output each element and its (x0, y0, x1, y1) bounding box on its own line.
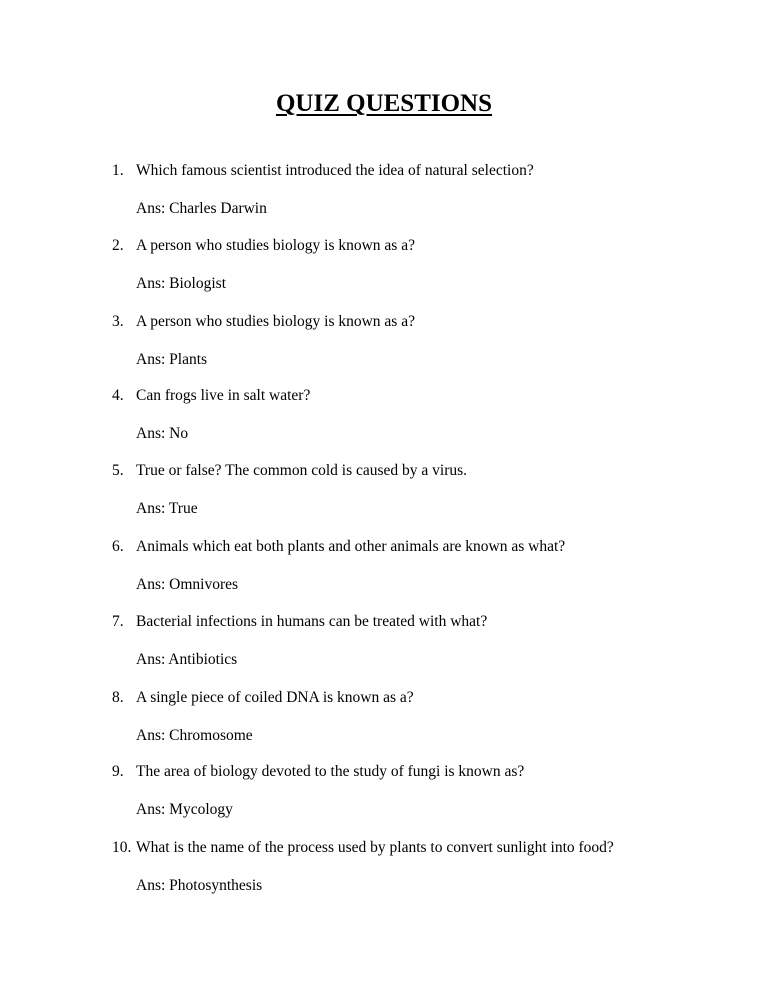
question-number: 7. (112, 613, 124, 630)
question-number: 3. (112, 313, 124, 330)
answer: Ans: Chromosome (136, 727, 253, 744)
question (112, 312, 415, 332)
question (112, 612, 487, 632)
question-text: What is the name of the process used by plants to convert sunlight into food? (136, 839, 614, 856)
question-number: 8. (112, 689, 124, 706)
question (112, 386, 310, 406)
answer: Ans: Antibiotics (136, 651, 238, 668)
question (112, 461, 467, 481)
question-text: Which famous scientist introduced the idea of natural selection? (136, 162, 534, 179)
answer: Ans: Plants (136, 351, 208, 368)
question (112, 838, 614, 858)
question-number: 2. (112, 237, 124, 254)
answer: Ans: Photosynthesis (136, 877, 263, 894)
question (112, 762, 524, 782)
question (112, 688, 414, 708)
question-text: Animals which eat both plants and other animals are known as what? (136, 538, 566, 555)
answer: Ans: No (136, 425, 189, 442)
question-number: 6. (112, 538, 124, 555)
question (112, 537, 565, 557)
question-number: 4. (112, 387, 124, 404)
question-number: 9. (112, 763, 124, 780)
answer: Ans: Omnivores (136, 576, 239, 593)
question (112, 161, 534, 181)
question-text: A person who studies biology is known as a? (136, 313, 415, 330)
question-number: 10. (112, 839, 132, 856)
answer: Ans: True (136, 500, 198, 517)
question-text: A single piece of coiled DNA is known as a? (136, 689, 414, 706)
answer: Ans: Mycology (136, 801, 233, 818)
title-text: QUIZ QUESTIONS (275, 90, 493, 117)
question-number: 5. (112, 462, 124, 479)
question-text: Can frogs live in salt water? (136, 387, 311, 404)
page-title (0, 88, 768, 120)
question-number: 1. (112, 162, 124, 179)
answer: Ans: Charles Darwin (136, 200, 267, 217)
question-text: The area of biology devoted to the study of fungi is known as? (136, 763, 525, 780)
question-text: True or false? The common cold is caused by a virus. (136, 462, 468, 479)
question (112, 236, 415, 256)
answer: Ans: Biologist (136, 275, 227, 292)
question-text: A person who studies biology is known as a? (136, 237, 415, 254)
question-text: Bacterial infections in humans can be treated with what? (136, 613, 488, 630)
